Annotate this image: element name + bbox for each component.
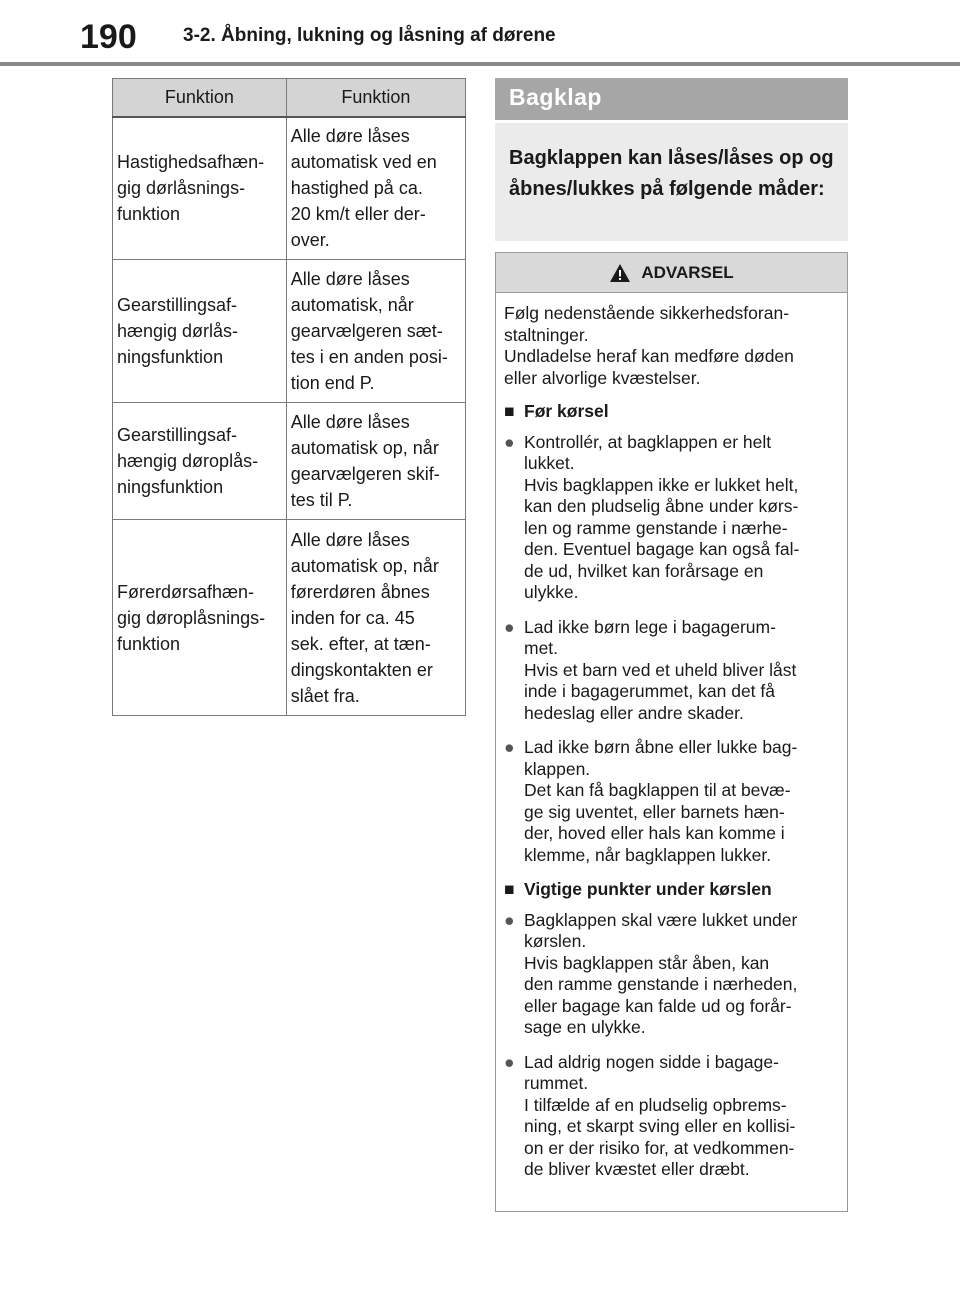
list-item-line: klappen.: [524, 758, 591, 779]
list-item-text: [524, 617, 839, 725]
warning-triangle-icon: [609, 263, 631, 283]
list-item-line: ge sig uventet, eller barnets hæn-: [524, 801, 785, 822]
list-item: [504, 910, 839, 1039]
list-item-line: den. Eventuel bagage kan også fal-: [524, 539, 800, 559]
list-item-line: den ramme genstande i nærheden,: [524, 974, 798, 994]
warning-body: [496, 293, 847, 1181]
list-item-line: inde i bagagerummet, kan det få: [524, 681, 775, 701]
warning-lead-line: staltninger.: [504, 324, 589, 345]
list-item-line: Det kan få bagklappen til at bevæ-: [524, 780, 791, 800]
list-item-line: I tilfælde af en pludselig opbrems-: [524, 1094, 787, 1115]
list-item-line: lukket.: [524, 453, 575, 473]
section-title: Bagklap: [495, 78, 848, 120]
list-item-line: Lad ikke børn lege i bagagerum-: [524, 616, 776, 637]
warning-lead-line: eller alvorlige kvæstelser.: [504, 367, 701, 388]
table-header-row: [113, 79, 466, 117]
list-item-line: kørslen.: [524, 931, 587, 951]
table-cell-function: Gearstillingsaf- hængig døroplås- ningsfunktion: [113, 403, 287, 520]
round-bullet-icon: ●: [504, 431, 515, 452]
list-item-line: rummet.: [524, 1073, 589, 1093]
chapter-title: 3-2. Åbning, lukning og låsning af dørene: [183, 25, 556, 46]
list-item-line: ning, et skarpt sving eller en kollisi-: [524, 1116, 796, 1136]
table-cell-function: Hastighedsafhæn- gig dørlåsnings- funktion: [113, 117, 287, 260]
section-intro: Bagklappen kan låses/låses op og åbnes/lukkes på følgende måder:: [495, 123, 848, 241]
table-row: [113, 117, 466, 260]
list-item-text: [524, 910, 839, 1039]
warning-subheading-text: Før kørsel: [524, 401, 609, 421]
list-item-text: [524, 1052, 839, 1181]
table-row: [113, 260, 466, 403]
table-cell-description: Alle døre låses automatisk ved en hastighed på ca. 20 km/t eller der- over.: [286, 117, 465, 260]
round-bullet-icon: ●: [504, 616, 515, 637]
warning-lead-line: Følg nedenstående sikkerhedsforan-: [504, 303, 790, 323]
warning-subheading: [504, 401, 839, 423]
table-header-cell: Funktion: [286, 79, 465, 117]
list-item-line: met.: [524, 638, 559, 658]
warning-title-bar: [496, 253, 847, 293]
list-item: [504, 617, 839, 725]
list-item-line: sage en ulykke.: [524, 1017, 646, 1037]
list-item-line: Kontrollér, at bagklappen er helt: [524, 431, 772, 452]
square-bullet-icon: ■: [504, 879, 515, 899]
list-item-line: de bliver kvæstet eller dræbt.: [524, 1159, 750, 1179]
table-header-cell: Funktion: [113, 79, 287, 117]
list-item-line: ulykke.: [524, 582, 579, 602]
list-item-text: [524, 432, 839, 604]
list-item-line: hedeslag eller andre skader.: [524, 702, 744, 723]
list-item-line: Hvis bagklappen ikke er lukket helt,: [524, 474, 799, 495]
round-bullet-icon: ●: [504, 737, 515, 757]
list-item-line: Lad ikke børn åbne eller lukke bag-: [524, 737, 798, 757]
list-item-line: len og ramme genstande i nærhe-: [524, 517, 788, 538]
list-item-line: der, hoved eller hals kan komme i: [524, 823, 785, 843]
warning-lead-line: Undladelse heraf kan medføre døden: [504, 346, 794, 366]
table-cell-function: Gearstillingsaf- hængig dørlås- ningsfunktion: [113, 260, 287, 403]
list-item-text: [524, 737, 839, 866]
list-item: [504, 737, 839, 866]
table-cell-description: Alle døre låses automatisk, når gearvælgeren sæt- tes i en anden posi- tion end P.: [286, 260, 465, 403]
warning-lead: [504, 303, 839, 389]
function-table: [112, 78, 466, 716]
list-item-line: klemme, når bagklappen lukker.: [524, 844, 772, 865]
list-item-line: eller bagage kan falde ud og forår-: [524, 995, 792, 1016]
header-rule: [0, 62, 960, 66]
list-item-line: Hvis et barn ved et uheld bliver låst: [524, 659, 797, 680]
square-bullet-icon: ■: [504, 401, 515, 421]
table-row: [113, 403, 466, 520]
list-item-line: de ud, hvilket kan forårsage en: [524, 560, 764, 581]
warning-title: ADVARSEL: [641, 262, 734, 282]
list-item-line: Bagklappen skal være lukket under: [524, 909, 798, 930]
table-row: [113, 520, 466, 716]
table-cell-function: Førerdørsafhæn- gig døroplåsnings- funktion: [113, 520, 287, 716]
page-number: 190: [80, 18, 137, 56]
list-item: [504, 1052, 839, 1181]
warning-subheading: [504, 879, 839, 901]
list-item-line: kan den pludselig åbne under kørs-: [524, 496, 799, 516]
list-item-line: Lad aldrig nogen sidde i bagage-: [524, 1051, 779, 1072]
list-item: [504, 432, 839, 604]
warning-subheading-text: Vigtige punkter under kørslen: [524, 879, 772, 899]
list-item-line: Hvis bagklappen står åben, kan: [524, 952, 770, 973]
list-item-line: on er der risiko for, at vedkommen-: [524, 1137, 795, 1158]
round-bullet-icon: ●: [504, 909, 515, 930]
warning-box: [495, 252, 848, 1212]
table-cell-description: Alle døre låses automatisk op, når gearvælgeren skif- tes til P.: [286, 403, 465, 520]
round-bullet-icon: ●: [504, 1051, 515, 1072]
table-cell-description: Alle døre låses automatisk op, når førerdøren åbnes inden for ca. 45 sek. efter, at tæn- dingskontakten er slået fra.: [286, 520, 465, 716]
